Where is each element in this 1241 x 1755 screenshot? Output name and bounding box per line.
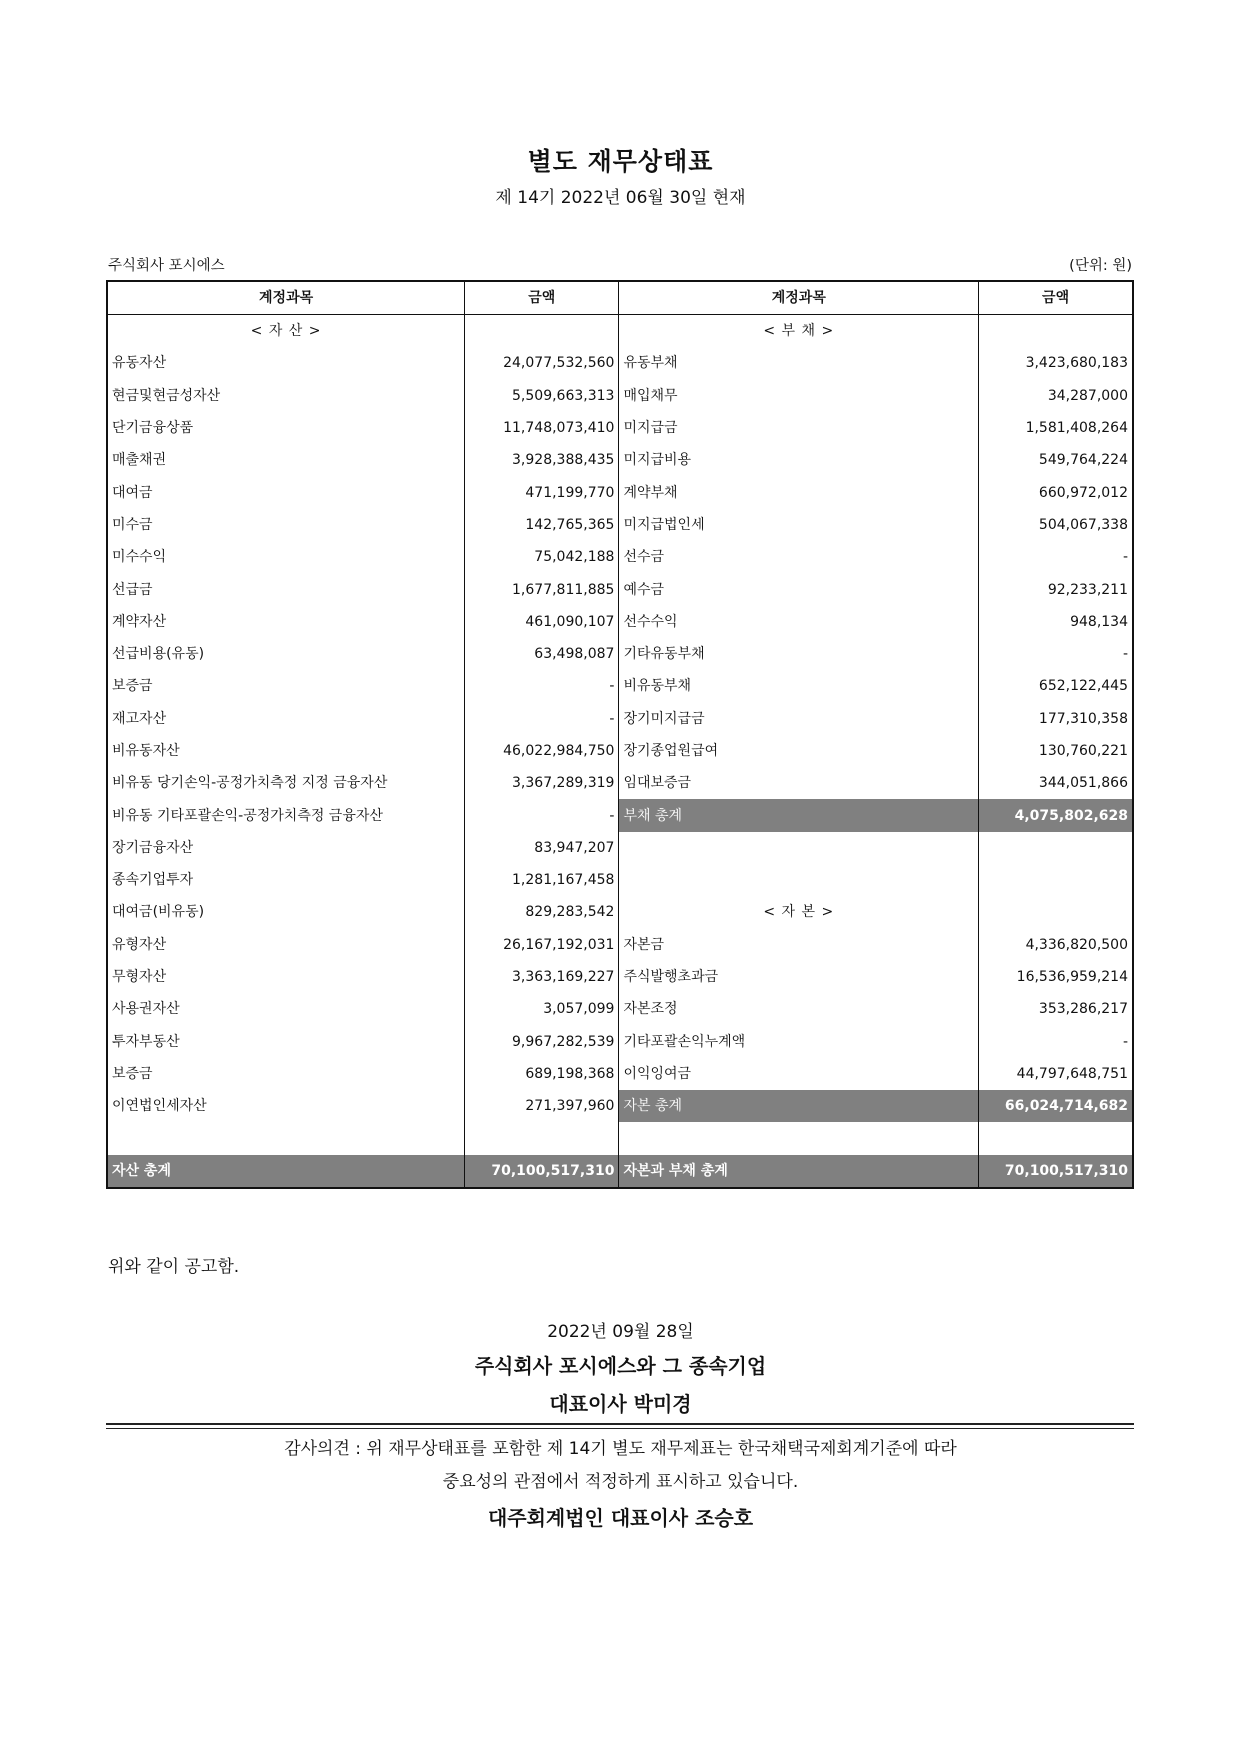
- amount-cell: 271,397,960: [465, 1090, 619, 1122]
- account-cell: 매출채권: [107, 444, 465, 476]
- table-row: [107, 993, 1133, 1025]
- audit-opinion-line-2: 중요성의 관점에서 적정하게 표시하고 있습니다.: [442, 1472, 799, 1492]
- account-cell: 무형자산: [107, 961, 465, 993]
- total-liabilities-equity-label: 자본과 부채 총계: [619, 1155, 979, 1188]
- account-cell: 유동부채: [619, 347, 979, 379]
- account-cell: 이연법인세자산: [107, 1090, 465, 1122]
- total-equity-amount: 66,024,714,682: [979, 1090, 1133, 1122]
- account-cell: 선수금: [619, 541, 979, 573]
- amount-cell: -: [979, 541, 1133, 573]
- table-row: [107, 961, 1133, 993]
- equity-section-label: < 자 본 >: [619, 896, 979, 928]
- amount-cell: 344,051,866: [979, 767, 1133, 799]
- amount-cell: 660,972,012: [979, 476, 1133, 508]
- auditor-name: 대주회계법인 대표이사 조승호: [487, 1506, 754, 1530]
- amount-cell: 3,057,099: [465, 993, 619, 1025]
- page-title: 별도 재무상태표: [527, 147, 714, 176]
- account-cell: 종속기업투자: [107, 864, 465, 896]
- amount-cell: -: [465, 670, 619, 702]
- table-row: [107, 767, 1133, 799]
- notice-text: 위와 같이 공고함.: [108, 1257, 240, 1277]
- amount-cell: 1,677,811,885: [465, 573, 619, 605]
- account-cell: 이익잉여금: [619, 1058, 979, 1090]
- table-row: [107, 832, 1133, 864]
- amount-cell: 3,423,680,183: [979, 347, 1133, 379]
- amount-cell: 948,134: [979, 606, 1133, 638]
- amount-cell: 1,581,408,264: [979, 412, 1133, 444]
- ceo-name: 대표이사 박미경: [549, 1392, 692, 1416]
- table-row: [107, 541, 1133, 573]
- amount-cell: 16,536,959,214: [979, 961, 1133, 993]
- total-assets-amount: 70,100,517,310: [465, 1155, 619, 1188]
- amount-cell: 75,042,188: [465, 541, 619, 573]
- table-row: [107, 347, 1133, 379]
- account-cell: [107, 1122, 465, 1154]
- table-row: [107, 1090, 1133, 1122]
- amount-cell: 130,760,221: [979, 735, 1133, 767]
- amount-cell: 829,283,542: [465, 896, 619, 928]
- account-cell: 미수수익: [107, 541, 465, 573]
- account-cell: 기타포괄손익누계액: [619, 1026, 979, 1058]
- account-cell: 주식발행초과금: [619, 961, 979, 993]
- amount-cell: 46,022,984,750: [465, 735, 619, 767]
- table-row: [107, 638, 1133, 670]
- amount-cell: 689,198,368: [465, 1058, 619, 1090]
- account-cell: 선수수익: [619, 606, 979, 638]
- amount-cell: -: [979, 1026, 1133, 1058]
- table-row: [107, 864, 1133, 896]
- table-row: [107, 799, 1133, 831]
- amount-cell: 5,509,663,313: [465, 380, 619, 412]
- period-subtitle: 제 14기 2022년 06월 30일 현재: [495, 188, 746, 208]
- header-account-right: 계정과목: [619, 281, 979, 315]
- table-row: [107, 735, 1133, 767]
- header-account-left: 계정과목: [107, 281, 465, 315]
- account-cell: 보증금: [107, 670, 465, 702]
- table-row: [107, 1026, 1133, 1058]
- account-cell: 유동자산: [107, 347, 465, 379]
- account-cell: 선급금: [107, 573, 465, 605]
- amount-cell: 549,764,224: [979, 444, 1133, 476]
- account-cell: [619, 864, 979, 896]
- company-name-label: 주식회사 포시에스: [108, 258, 225, 274]
- header-amount-left: 금액: [465, 281, 619, 315]
- grand-total-row: [107, 1155, 1133, 1188]
- amount-cell: 44,797,648,751: [979, 1058, 1133, 1090]
- account-cell: 비유동 당기손익-공정가치측정 지정 금융자산: [107, 767, 465, 799]
- total-liabilities-equity-amount: 70,100,517,310: [979, 1155, 1133, 1188]
- amount-cell: 92,233,211: [979, 573, 1133, 605]
- account-cell: 투자부동산: [107, 1026, 465, 1058]
- account-cell: 매입채무: [619, 380, 979, 412]
- total-liabilities-amount: 4,075,802,628: [979, 799, 1133, 831]
- table-row: [107, 412, 1133, 444]
- total-liabilities-label: 부채 총계: [619, 799, 979, 831]
- audit-opinion-line-1: 감사의견 : 위 재무상태표를 포함한 제 14기 별도 재무제표는 한국채택국제회계기준에 따라: [284, 1439, 957, 1459]
- divider: [106, 1428, 1134, 1429]
- balance-sheet-table: [106, 280, 1134, 1189]
- account-cell: 보증금: [107, 1058, 465, 1090]
- account-cell: 미지급금: [619, 412, 979, 444]
- amount-cell: 461,090,107: [465, 606, 619, 638]
- account-cell: 대여금: [107, 476, 465, 508]
- table-row: [107, 573, 1133, 605]
- table-header-row: [107, 281, 1133, 315]
- amount-cell: [979, 832, 1133, 864]
- header-amount-right: 금액: [979, 281, 1133, 315]
- amount-cell: 11,748,073,410: [465, 412, 619, 444]
- account-cell: 미지급법인세: [619, 509, 979, 541]
- account-cell: [619, 832, 979, 864]
- account-cell: 비유동 기타포괄손익-공정가치측정 금융자산: [107, 799, 465, 831]
- account-cell: 미수금: [107, 509, 465, 541]
- account-cell: 임대보증금: [619, 767, 979, 799]
- account-cell: 비유동자산: [107, 735, 465, 767]
- account-cell: 미지급비용: [619, 444, 979, 476]
- table-row: [107, 380, 1133, 412]
- account-cell: 장기종업원급여: [619, 735, 979, 767]
- amount-cell: [465, 315, 619, 348]
- amount-cell: -: [465, 703, 619, 735]
- table-row: [107, 606, 1133, 638]
- account-cell: 현금및현금성자산: [107, 380, 465, 412]
- table-row: [107, 896, 1133, 928]
- account-cell: 자본조정: [619, 993, 979, 1025]
- account-cell: 기타유동부채: [619, 638, 979, 670]
- amount-cell: 24,077,532,560: [465, 347, 619, 379]
- account-cell: 계약자산: [107, 606, 465, 638]
- account-cell: 사용권자산: [107, 993, 465, 1025]
- table-row: [107, 670, 1133, 702]
- account-cell: 대여금(비유동): [107, 896, 465, 928]
- amount-cell: 83,947,207: [465, 832, 619, 864]
- account-cell: 예수금: [619, 573, 979, 605]
- account-cell: [619, 1122, 979, 1154]
- divider: [106, 1423, 1134, 1425]
- amount-cell: [465, 1122, 619, 1154]
- amount-cell: [979, 315, 1133, 348]
- amount-cell: [979, 864, 1133, 896]
- account-cell: 장기미지급금: [619, 703, 979, 735]
- amount-cell: 652,122,445: [979, 670, 1133, 702]
- liabilities-section-label: < 부 채 >: [619, 315, 979, 348]
- account-cell: 계약부채: [619, 476, 979, 508]
- table-row: [107, 444, 1133, 476]
- amount-cell: 471,199,770: [465, 476, 619, 508]
- table-row: [107, 929, 1133, 961]
- account-cell: 유형자산: [107, 929, 465, 961]
- account-cell: 자본금: [619, 929, 979, 961]
- account-cell: 비유동부채: [619, 670, 979, 702]
- amount-cell: 3,367,289,319: [465, 767, 619, 799]
- amount-cell: [979, 1122, 1133, 1154]
- amount-cell: 142,765,365: [465, 509, 619, 541]
- company-name: 주식회사 포시에스와 그 종속기업: [474, 1354, 767, 1378]
- amount-cell: 26,167,192,031: [465, 929, 619, 961]
- amount-cell: 3,928,388,435: [465, 444, 619, 476]
- table-row: [107, 476, 1133, 508]
- amount-cell: [979, 896, 1133, 928]
- announcement-date: 2022년 09월 28일: [547, 1322, 694, 1342]
- amount-cell: 4,336,820,500: [979, 929, 1133, 961]
- table-row: [107, 703, 1133, 735]
- assets-section-label: < 자 산 >: [107, 315, 465, 348]
- account-cell: 재고자산: [107, 703, 465, 735]
- amount-cell: -: [465, 799, 619, 831]
- amount-cell: 1,281,167,458: [465, 864, 619, 896]
- total-equity-label: 자본 총계: [619, 1090, 979, 1122]
- amount-cell: -: [979, 638, 1133, 670]
- account-cell: 단기금융상품: [107, 412, 465, 444]
- amount-cell: 353,286,217: [979, 993, 1133, 1025]
- amount-cell: 3,363,169,227: [465, 961, 619, 993]
- amount-cell: 63,498,087: [465, 638, 619, 670]
- table-row: [107, 1122, 1133, 1154]
- unit-label: (단위: 원): [1069, 258, 1132, 274]
- table-row: [107, 315, 1133, 348]
- amount-cell: 504,067,338: [979, 509, 1133, 541]
- table-row: [107, 1058, 1133, 1090]
- amount-cell: 9,967,282,539: [465, 1026, 619, 1058]
- amount-cell: 177,310,358: [979, 703, 1133, 735]
- account-cell: 선급비용(유동): [107, 638, 465, 670]
- account-cell: 장기금융자산: [107, 832, 465, 864]
- amount-cell: 34,287,000: [979, 380, 1133, 412]
- table-row: [107, 509, 1133, 541]
- total-assets-label: 자산 총계: [107, 1155, 465, 1188]
